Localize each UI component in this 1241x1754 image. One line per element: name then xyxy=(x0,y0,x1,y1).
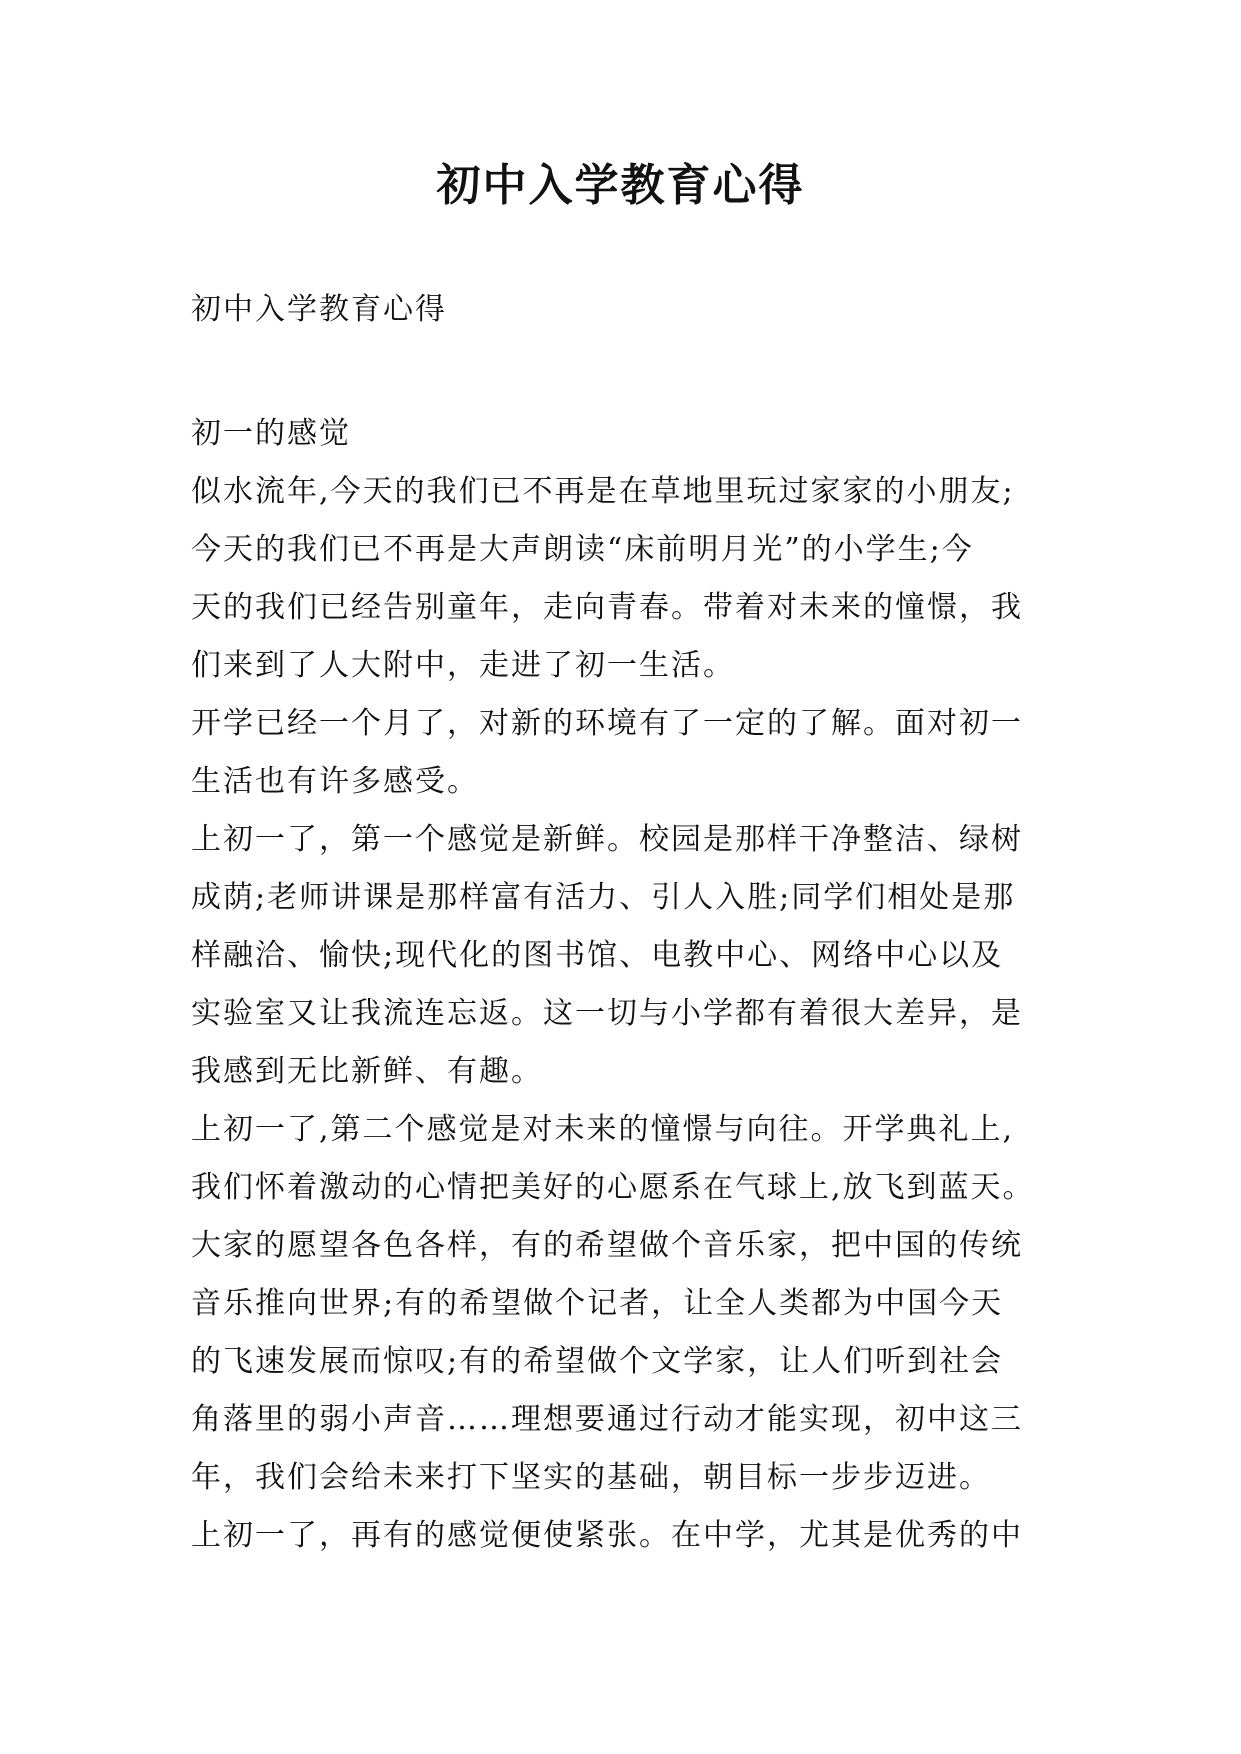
paragraph: 上初一了,第二个感觉是对未来的憧憬与向往。开学典礼上, 我们怀着激动的心情把美好的心愿系在气球上,放飞到蓝天。 大家的愿望各色各样，有的希望做个音乐家，把中国的传统 音乐推向世界;有的希望做个记者，让全人类都为中国今天 的飞速发展而惊叹;有的希望做个文学家，让人们听到社会 角落里的弱小声音……理想要通过行动才能实现，初中这三 年，我们会给未来打下坚实的基础，朝目标一步步迈进。 xyxy=(191,1112,1035,1495)
document-title: 初中入学教育心得 xyxy=(436,160,805,211)
paragraph: 上初一了，第一个感觉是新鲜。校园是那样干净整洁、绿树 成荫;老师讲课是那样富有活力、引人入胜;同学们相处是那 样融洽、愉快;现代化的图书馆、电教中心、网络中心以及 实验室又让我流连忘返。这一切与小学都有着很大差异，是 我感到无比新鲜、有趣。 xyxy=(191,822,1023,1089)
paragraph: 开学已经一个月了，对新的环境有了一定的了解。面对初一 生活也有许多感受。 xyxy=(191,706,1023,799)
document-body xyxy=(191,405,1053,1565)
paragraph: 似水流年,今天的我们已不再是在草地里玩过家家的小朋友; 今天的我们已不再是大声朗读“床前明月光”的小学生;今 天的我们已经告别童年，走向青春。带着对未来的憧憬，我 们来到了人大附中，走进了初一生活。 xyxy=(191,474,1023,683)
document-subtitle: 初中入学教育心得 xyxy=(191,292,447,327)
paragraph: 上初一了，再有的感觉便使紧张。在中学，尤其是优秀的中 xyxy=(191,1518,1023,1553)
section-heading: 初一的感觉 xyxy=(191,416,351,451)
